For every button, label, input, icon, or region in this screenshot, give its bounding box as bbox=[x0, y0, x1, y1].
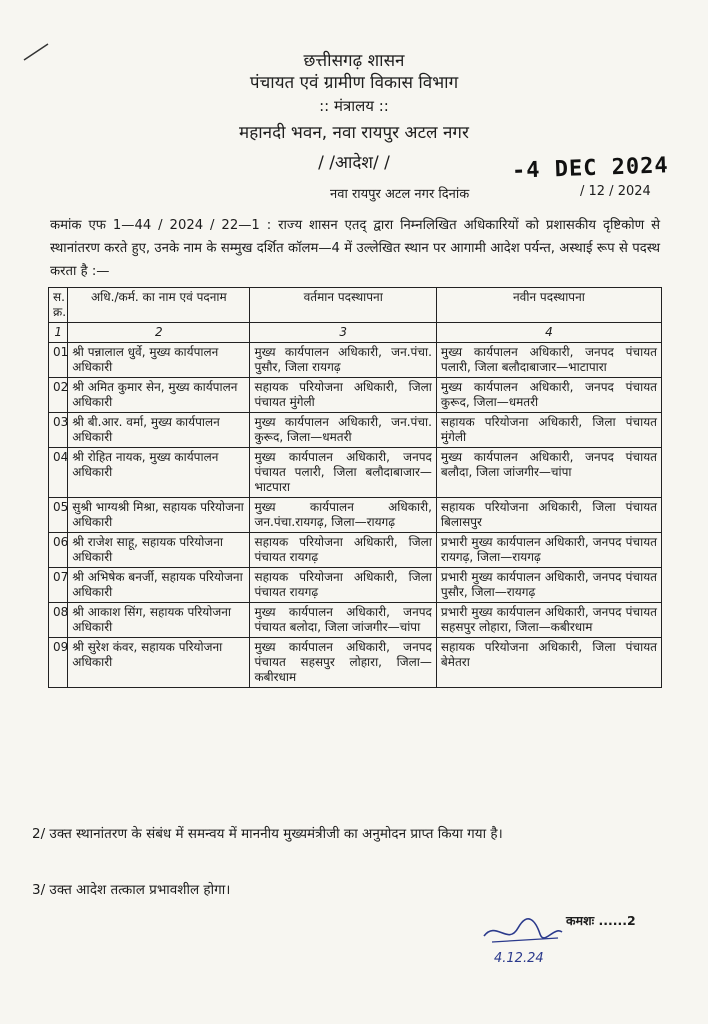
signature-date: 4.12.24 bbox=[494, 951, 544, 966]
cell-current: मुख्य कार्यपालन अधिकारी, जन.पंचा.रायगढ़, जिला—रायगढ़ bbox=[250, 498, 436, 533]
column-number-row bbox=[49, 323, 662, 343]
cell-name: श्री राजेश साहू, सहायक परियोजना अधिकारी bbox=[68, 533, 250, 568]
table-row bbox=[49, 568, 662, 603]
dateline-label: नवा रायपुर अटल नगर दिनांक bbox=[330, 187, 470, 202]
paragraph-3: 3/ उक्त आदेश तत्काल प्रभावशील होगा। bbox=[32, 882, 231, 898]
transfer-table bbox=[48, 287, 662, 688]
cell-current: मुख्य कार्यपालन अधिकारी, जनपद पंचायत बलोदा, जिला जांजगीर—चांपा bbox=[250, 603, 436, 638]
cell-sn: 03 bbox=[49, 413, 68, 448]
cell-name: श्री रोहित नायक, मुख्य कार्यपालन अधिकारी bbox=[68, 448, 250, 498]
continued-label: कमशः ......2 bbox=[566, 913, 636, 928]
signature bbox=[478, 912, 568, 968]
dateline-value: / 12 / 2024 bbox=[580, 184, 651, 199]
cell-name: श्री सुरेश कंवर, सहायक परियोजना अधिकारी bbox=[68, 638, 250, 688]
colnum: 4 bbox=[436, 323, 661, 343]
header-current: वर्तमान पदस्थापना bbox=[250, 288, 436, 323]
colnum: 2 bbox=[68, 323, 250, 343]
colnum: 3 bbox=[250, 323, 436, 343]
ministry-label: :: मंत्रालय :: bbox=[319, 97, 389, 115]
cell-new: प्रभारी मुख्य कार्यपालन अधिकारी, जनपद पंचायत रायगढ़, जिला—रायगढ़ bbox=[436, 533, 661, 568]
table-header-row bbox=[49, 288, 662, 323]
cell-name: श्री पन्नालाल धुर्वे, मुख्य कार्यपालन अधिकारी bbox=[68, 343, 250, 378]
cell-new: सहायक परियोजना अधिकारी, जिला पंचायत बेमेतरा bbox=[436, 638, 661, 688]
cell-name: श्री अभिषेक बनर्जी, सहायक परियोजना अधिकारी bbox=[68, 568, 250, 603]
govt-name: छत्तीसगढ़ शासन bbox=[303, 51, 405, 71]
cell-sn: 08 bbox=[49, 603, 68, 638]
header-name: अधि./कर्म. का नाम एवं पदनाम bbox=[68, 288, 250, 323]
cell-sn: 06 bbox=[49, 533, 68, 568]
header-sn: स. क्र. bbox=[49, 288, 68, 323]
department-name: पंचायत एवं ग्रामीण विकास विभाग bbox=[249, 73, 459, 93]
paragraph-2: 2/ उक्त स्थानांतरण के संबंध में समन्वय में माननीय मुख्यमंत्रीजी का अनुमोदन प्राप्त किया गया है। bbox=[32, 826, 503, 842]
cell-current: मुख्य कार्यपालन अधिकारी, जनपद पंचायत सहसपुर लोहारा, जिला—कबीरधाम bbox=[250, 638, 436, 688]
cell-name: श्री अमित कुमार सेन, मुख्य कार्यपालन अधिकारी bbox=[68, 378, 250, 413]
intro-paragraph: कमांक एफ 1—44 / 2024 / 22—1 : राज्य शासन एतद् द्वारा निम्नलिखित अधिकारियों को प्रशासकीय दृष्टिकोण से स्थानांतरण करते हुए, उनके नाम के सम्मुख दर्शित कॉलम—4 में उल्लेखित स्थान पर आगामी आदेश पर्यन्त, अस्थाई रूप से पदस्थ करता है :— bbox=[50, 218, 660, 279]
cell-sn: 07 bbox=[49, 568, 68, 603]
table-row bbox=[49, 378, 662, 413]
cell-new: मुख्य कार्यपालन अधिकारी, जनपद पंचायत कुरूद, जिला—धमतरी bbox=[436, 378, 661, 413]
cell-name: श्री आकाश सिंग, सहायक परियोजना अधिकारी bbox=[68, 603, 250, 638]
cell-new: मुख्य कार्यपालन अधिकारी, जनपद पंचायत बलौदा, जिला जांजगीर—चांपा bbox=[436, 448, 661, 498]
cell-new: सहायक परियोजना अधिकारी, जिला पंचायत मुंगेली bbox=[436, 413, 661, 448]
table-row bbox=[49, 603, 662, 638]
cell-sn: 01 bbox=[49, 343, 68, 378]
table-row bbox=[49, 638, 662, 688]
cell-current: मुख्य कार्यपालन अधिकारी, जन.पंचा. कुरूद, जिला—धमतरी bbox=[250, 413, 436, 448]
cell-current: सहायक परियोजना अधिकारी, जिला पंचायत रायगढ़ bbox=[250, 568, 436, 603]
cell-name: श्री बी.आर. वर्मा, मुख्य कार्यपालन अधिकारी bbox=[68, 413, 250, 448]
cell-sn: 04 bbox=[49, 448, 68, 498]
cell-current: सहायक परियोजना अधिकारी, जिला पंचायत रायगढ़ bbox=[250, 533, 436, 568]
cell-new: प्रभारी मुख्य कार्यपालन अधिकारी, जनपद पंचायत सहसपुर लोहारा, जिला—कबीरधाम bbox=[436, 603, 661, 638]
cell-sn: 02 bbox=[49, 378, 68, 413]
cell-current: मुख्य कार्यपालन अधिकारी, जनपद पंचायत पलारी, जिला बलौदाबाजार—भाटपारा bbox=[250, 448, 436, 498]
cell-new: सहायक परियोजना अधिकारी, जिला पंचायत बिलासपुर bbox=[436, 498, 661, 533]
cell-sn: 05 bbox=[49, 498, 68, 533]
cell-new: प्रभारी मुख्य कार्यपालन अधिकारी, जनपद पंचायत पुसौर, जिला—रायगढ़ bbox=[436, 568, 661, 603]
cell-current: सहायक परियोजना अधिकारी, जिला पंचायत मुंगेली bbox=[250, 378, 436, 413]
table-row bbox=[49, 413, 662, 448]
cell-name: सुश्री भाग्यश्री मिश्रा, सहायक परियोजना अधिकारी bbox=[68, 498, 250, 533]
table-row bbox=[49, 448, 662, 498]
table-row bbox=[49, 343, 662, 378]
table-row bbox=[49, 498, 662, 533]
address-line: महानदी भवन, नवा रायपुर अटल नगर bbox=[239, 123, 469, 143]
table-row bbox=[49, 533, 662, 568]
header-new: नवीन पदस्थापना bbox=[436, 288, 661, 323]
order-title: / /आदेश/ / bbox=[318, 153, 390, 173]
cell-sn: 09 bbox=[49, 638, 68, 688]
cell-new: मुख्य कार्यपालन अधिकारी, जनपद पंचायत पलारी, जिला बलौदाबाजार—भाटापारा bbox=[436, 343, 661, 378]
cell-current: मुख्य कार्यपालन अधिकारी, जन.पंचा. पुसौर, जिला रायगढ़ bbox=[250, 343, 436, 378]
colnum: 1 bbox=[49, 323, 68, 343]
date-stamp: -4 DEC 2024 bbox=[511, 153, 670, 184]
